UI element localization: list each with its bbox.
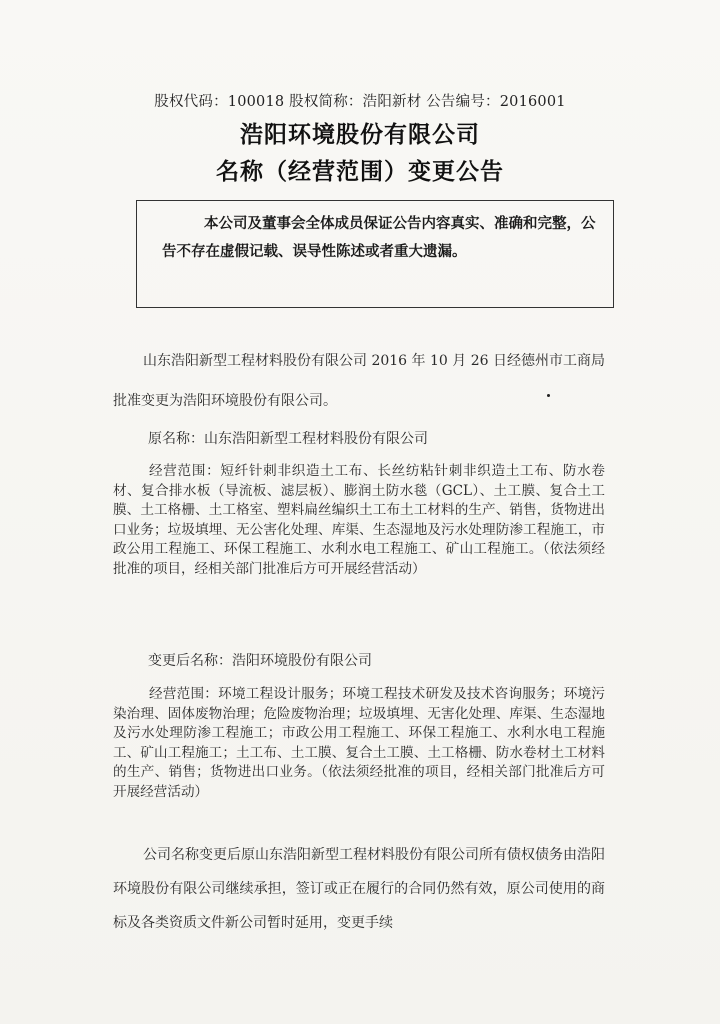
closing-paragraph: 公司名称变更后原山东浩阳新型工程材料股份有限公司所有债权债务由浩阳环境股份有限公司继续承担，签订或正在履行的合同仍然有效，原公司使用的商标及各类资质文件新公司暂时延用，变更手续	[113, 847, 605, 931]
company-title: 浩阳环境股份有限公司	[240, 122, 480, 148]
intro-paragraph: 山东浩阳新型工程材料股份有限公司 2016 年 10 月 26 日经德州市工商局批准变更为浩阳环境股份有限公司。	[113, 353, 605, 409]
new-name-line: 变更后名称：浩阳环境股份有限公司	[148, 653, 372, 669]
disclaimer-text: 本公司及董事会全体成员保证公告内容真实、准确和完整，公告不存在虚假记载、误导性陈述或者重大遗漏。	[162, 216, 596, 260]
stock-info-line: 股权代码：100018 股权简称：浩阳新材 公告编号：2016001	[154, 94, 566, 110]
announcement-title: 名称（经营范围）变更公告	[216, 159, 504, 185]
scan-speck	[547, 394, 550, 397]
new-business-scope: 经营范围：环境工程设计服务；环境工程技术研发及技术咨询服务；环境污染治理、固体废物治理；危险废物治理；垃圾填埋、无害化处理、库渠、生态湿地及污水处理防渗工程施工；市政公用工程施工、环保工程施工、水利水电工程施工、矿山工程施工；土工布、土工膜、复合土工膜、土工格栅、防水卷材土工材料的生产、销售；货物进出口业务。（依法须经批准的项目，经相关部门批准后方可开展经营活动）	[113, 686, 605, 800]
old-name-line: 原名称：山东浩阳新型工程材料股份有限公司	[148, 431, 428, 447]
old-business-scope: 经营范围：短纤针刺非织造土工布、长丝纺粘针刺非织造土工布、防水卷材、复合排水板（导流板、滤层板）、膨润土防水毯（GCL）、土工膜、复合土工膜、土工格栅、土工格室、塑料扁丝编织土工布土工材料的生产、销售，货物进出口业务；垃圾填埋、无公害化处理、库渠、生态湿地及污水处理防渗工程施工，市政公用工程施工、环保工程施工、水利水电工程施工、矿山工程施工。（依法须经批准的项目，经相关部门批准后方可开展经营活动）	[113, 463, 605, 577]
